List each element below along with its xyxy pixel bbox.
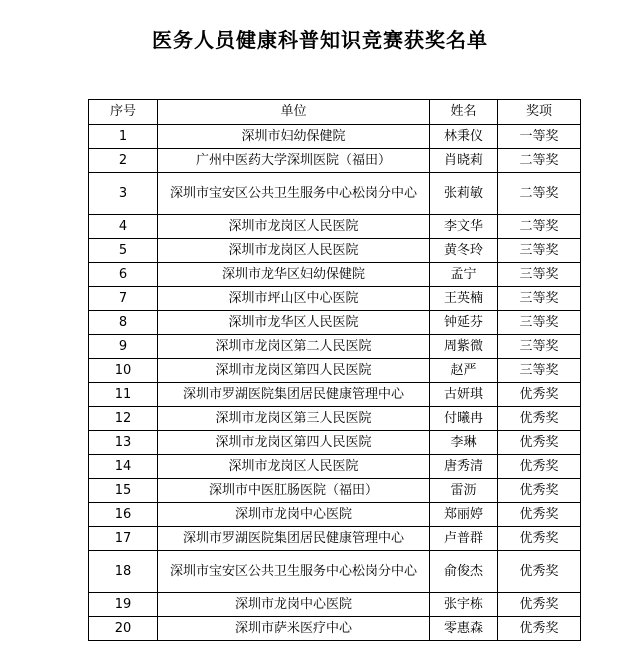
cell-award: 优秀奖 [498, 455, 581, 479]
cell-award: 三等奖 [498, 287, 581, 311]
table-row [89, 149, 581, 173]
cell-number: 19 [89, 593, 158, 617]
cell-name: 肖晓莉 [430, 149, 498, 173]
table-row [89, 455, 581, 479]
cell-number: 4 [89, 215, 158, 239]
table-header-row [89, 100, 581, 125]
cell-number: 8 [89, 311, 158, 335]
cell-unit: 深圳市罗湖医院集团居民健康管理中心 [158, 527, 430, 551]
table-row [89, 407, 581, 431]
cell-award: 优秀奖 [498, 383, 581, 407]
cell-award: 优秀奖 [498, 527, 581, 551]
cell-name: 零惠森 [430, 617, 498, 641]
cell-number: 2 [89, 149, 158, 173]
header-number: 序号 [89, 100, 158, 125]
cell-unit: 深圳市龙岗区人民医院 [158, 455, 430, 479]
cell-award: 三等奖 [498, 359, 581, 383]
table-row [89, 479, 581, 503]
cell-unit: 深圳市龙华区妇幼保健院 [158, 263, 430, 287]
cell-unit: 深圳市龙岗区人民医院 [158, 215, 430, 239]
cell-unit: 深圳市罗湖医院集团居民健康管理中心 [158, 383, 430, 407]
cell-unit: 深圳市宝安区公共卫生服务中心松岗分中心 [158, 173, 430, 215]
table-row [89, 215, 581, 239]
table-row [89, 551, 581, 593]
cell-award: 优秀奖 [498, 431, 581, 455]
cell-award: 三等奖 [498, 311, 581, 335]
cell-unit: 深圳市龙岗区第四人民医院 [158, 431, 430, 455]
cell-award: 优秀奖 [498, 479, 581, 503]
table-row [89, 593, 581, 617]
awards-table [88, 99, 581, 641]
table-row [89, 359, 581, 383]
cell-number: 15 [89, 479, 158, 503]
cell-unit: 深圳市萨米医疗中心 [158, 617, 430, 641]
cell-number: 3 [89, 173, 158, 215]
cell-name: 张莉敏 [430, 173, 498, 215]
cell-unit: 深圳市龙岗区第二人民医院 [158, 335, 430, 359]
cell-name: 赵严 [430, 359, 498, 383]
cell-name: 李琳 [430, 431, 498, 455]
cell-unit: 深圳市坪山区中心医院 [158, 287, 430, 311]
cell-name: 雷沥 [430, 479, 498, 503]
table-row [89, 263, 581, 287]
cell-number: 17 [89, 527, 158, 551]
cell-award: 三等奖 [498, 335, 581, 359]
cell-name: 卢普群 [430, 527, 498, 551]
cell-award: 优秀奖 [498, 407, 581, 431]
cell-unit: 深圳市龙岗区第四人民医院 [158, 359, 430, 383]
cell-unit: 深圳市妇幼保健院 [158, 125, 430, 149]
cell-name: 唐秀清 [430, 455, 498, 479]
cell-number: 20 [89, 617, 158, 641]
cell-unit: 深圳市龙岗区第三人民医院 [158, 407, 430, 431]
header-unit: 单位 [158, 100, 430, 125]
table-row [89, 239, 581, 263]
page-title: 医务人员健康科普知识竞赛获奖名单 [152, 28, 488, 52]
table-row [89, 617, 581, 641]
cell-number: 16 [89, 503, 158, 527]
header-award: 奖项 [498, 100, 581, 125]
table-row [89, 431, 581, 455]
cell-name: 黄冬玲 [430, 239, 498, 263]
cell-unit: 深圳市中医肛肠医院（福田） [158, 479, 430, 503]
cell-name: 李文华 [430, 215, 498, 239]
cell-name: 古妍琪 [430, 383, 498, 407]
cell-award: 优秀奖 [498, 617, 581, 641]
cell-name: 俞俊杰 [430, 551, 498, 593]
cell-award: 一等奖 [498, 125, 581, 149]
cell-unit: 深圳市龙华区人民医院 [158, 311, 430, 335]
table-row [89, 173, 581, 215]
table-row [89, 335, 581, 359]
cell-number: 5 [89, 239, 158, 263]
cell-name: 孟宁 [430, 263, 498, 287]
cell-unit: 广州中医药大学深圳医院（福田） [158, 149, 430, 173]
cell-number: 10 [89, 359, 158, 383]
table-body [89, 125, 581, 641]
cell-number: 7 [89, 287, 158, 311]
cell-unit: 深圳市龙岗区人民医院 [158, 239, 430, 263]
cell-award: 二等奖 [498, 149, 581, 173]
cell-number: 18 [89, 551, 158, 593]
cell-unit: 深圳市龙岗中心医院 [158, 593, 430, 617]
table-row [89, 287, 581, 311]
cell-name: 周紫微 [430, 335, 498, 359]
cell-award: 二等奖 [498, 173, 581, 215]
cell-award: 三等奖 [498, 263, 581, 287]
cell-number: 13 [89, 431, 158, 455]
table-row [89, 311, 581, 335]
cell-name: 钟延芬 [430, 311, 498, 335]
cell-number: 12 [89, 407, 158, 431]
table-row [89, 125, 581, 149]
table-row [89, 527, 581, 551]
cell-name: 林秉仪 [430, 125, 498, 149]
cell-number: 11 [89, 383, 158, 407]
cell-number: 1 [89, 125, 158, 149]
cell-unit: 深圳市宝安区公共卫生服务中心松岗分中心 [158, 551, 430, 593]
cell-name: 王英楠 [430, 287, 498, 311]
cell-award: 二等奖 [498, 215, 581, 239]
cell-award: 优秀奖 [498, 551, 581, 593]
cell-number: 9 [89, 335, 158, 359]
header-name: 姓名 [430, 100, 498, 125]
cell-name: 张宇栋 [430, 593, 498, 617]
table-row [89, 503, 581, 527]
cell-award: 优秀奖 [498, 503, 581, 527]
cell-name: 郑丽婷 [430, 503, 498, 527]
cell-award: 三等奖 [498, 239, 581, 263]
cell-award: 优秀奖 [498, 593, 581, 617]
cell-number: 14 [89, 455, 158, 479]
cell-unit: 深圳市龙岗中心医院 [158, 503, 430, 527]
table-row [89, 383, 581, 407]
cell-number: 6 [89, 263, 158, 287]
cell-name: 付曦冉 [430, 407, 498, 431]
